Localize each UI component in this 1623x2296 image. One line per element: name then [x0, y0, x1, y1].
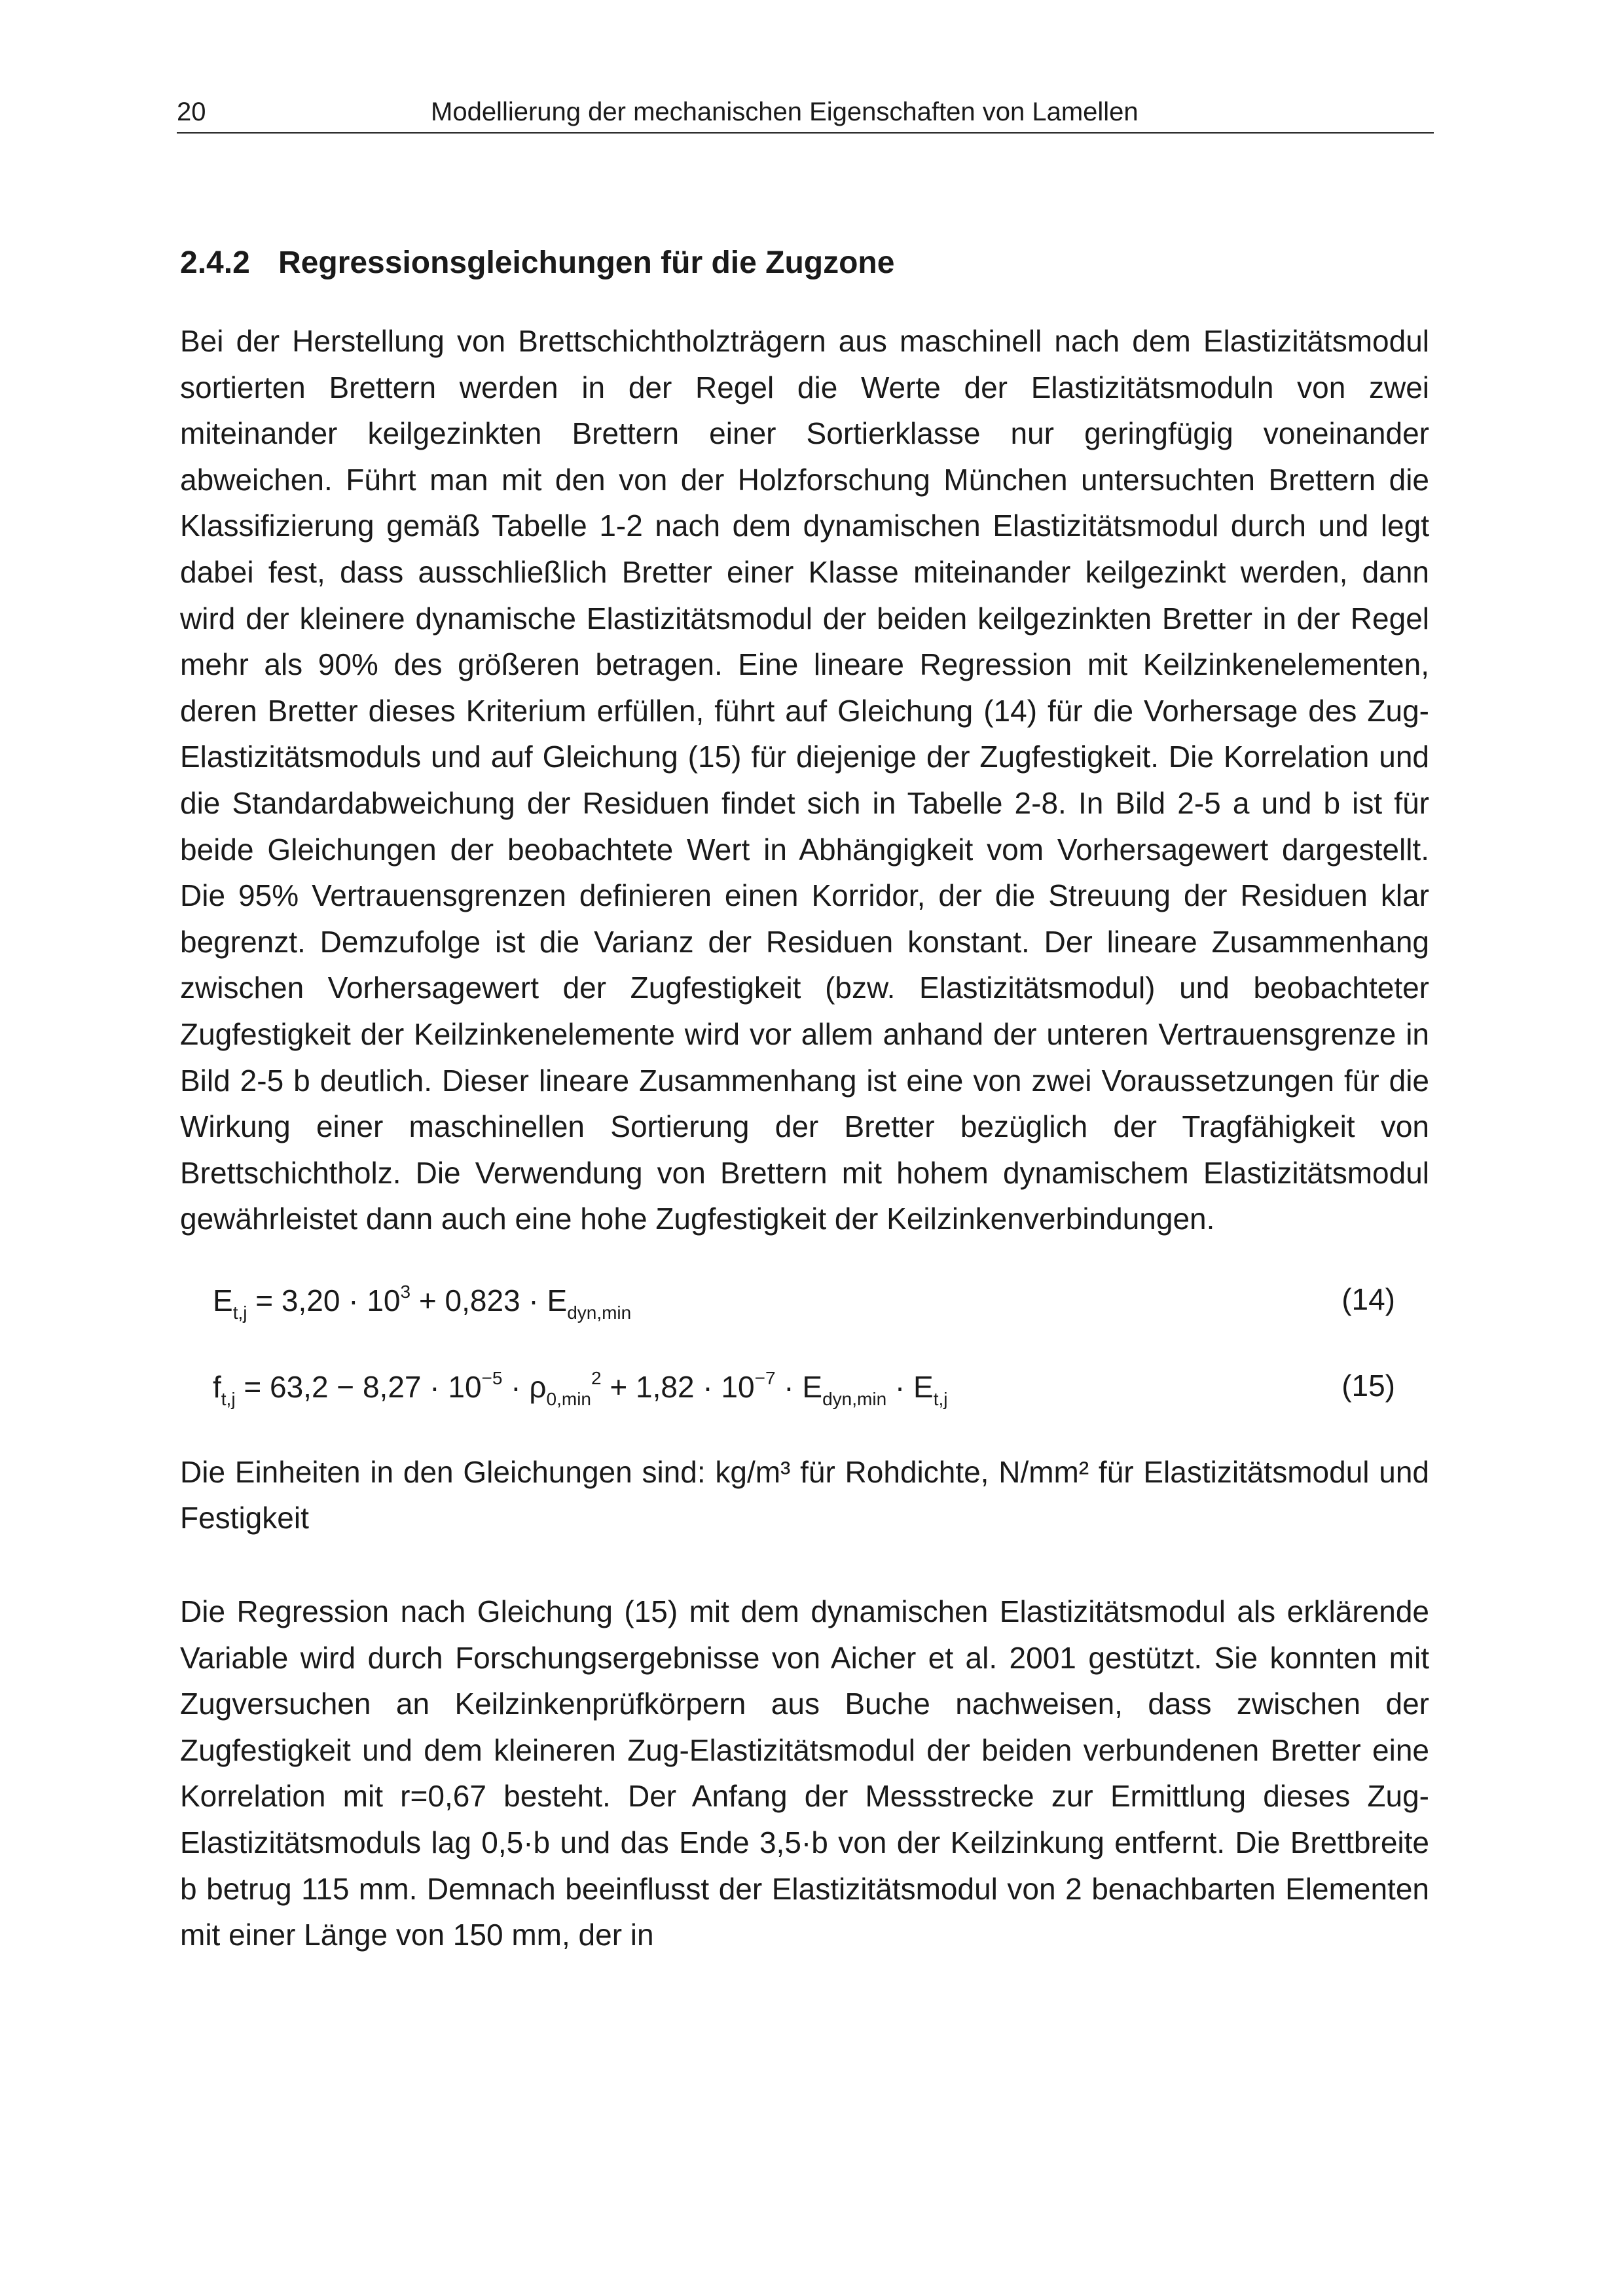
paragraph-regression: Die Regression nach Gleichung (15) mit dem dynamischen Elastizitätsmodul als erklärende Variable wird durch Forschungsergebnisse von Aicher et al. 2001 gestützt. Sie konnten mit Zugversuchen an Keilzinkenprüfkörpern aus Buche nachweisen, dass zwischen der Zugfestigkeit und dem kleineren Zug-Elastizitätsmodul der beiden verbundenen Bretter eine Korrelation mit r=0,67 besteht. Der Anfang der Messstrecke zur Ermittlung dieses Zug-Elastizitätsmoduls lag 0,5·b und das Ende 3,5·b von der Keilzinkung entfernt. Die Brettbreite b betrug 115 mm. Demnach beeinflusst der Elastizitätsmodul von 2 benachbarten Elementen mit einer Länge von 150 mm, der in: [180, 1594, 1429, 1952]
section-number: 2.4.2: [180, 245, 250, 280]
page-header: [177, 92, 1434, 134]
equation-15: [180, 1346, 1429, 1432]
section-heading: [180, 237, 1429, 289]
page-number: 20: [177, 98, 206, 126]
page-body: [180, 237, 1429, 1958]
paragraph-units: Die Einheiten in den Gleichungen sind: kg/m³ für Rohdichte, N/mm² für Elastizitätsmodul und Festigkeit: [180, 1454, 1429, 1535]
section-title: Regressionsgleichungen für die Zugzone: [278, 245, 895, 280]
equation-15-formula: $f_{t,j} = 63,2 - 8,27 \cdot 10^{-5} \cdot \rho_{0,min}^2 + 1,82 \cdot 10^{-7} \cdot E_{dyn,min} \cdot E_{t,j}$: [213, 1367, 948, 1409]
equation-14-formula: $E_{t,j} = 3,20 \cdot 10^3 + 0,823 \cdot E_{dyn,min}$: [213, 1281, 632, 1323]
paragraph-intro: Bei der Herstellung von Brettschichtholzträgern aus maschinell nach dem Elastizitätsmodul sortierten Brettern werden in der Regel die Werte der Elastizitätsmoduln von zwei miteinander keilgezinkten Brettern einer Sortierklasse nur geringfügig voneinander abweichen. Führt man mit den von der Holzforschung München untersuchten Brettern die Klassifizierung gemäß Tabelle 1-2 nach dem dynamischen Elastizitätsmodul durch und legt dabei fest, dass ausschließlich Bretter einer Klasse miteinander keilgezinkt werden, dann wird der kleinere dynamische Elastizitätsmodul der beiden keilgezinkten Bretter in der Regel mehr als 90% des größeren betragen. Eine lineare Regression mit Keilzinkenelementen, deren Bretter dieses Kriterium erfüllen, führt auf Gleichung (14) für die Vorhersage des Zug-Elastizitätsmoduls und auf Gleichung (15) für diejenige der Zugfestigkeit. Die Korrelation und die Standardabweichung der Residuen findet sich in Tabelle 2-8. In Bild 2-5 a und b ist für beide Gleichungen der beobachtete Wert in Abhängigkeit vom Vorhersagewert dargestellt. Die 95% Vertrauensgrenzen definieren einen Korridor, der die Streuung der Residuen klar begrenzt. Demzufolge ist die Varianz der Residuen konstant. Der lineare Zusammenhang zwischen Vorhersagewert der Zugfestigkeit (bzw. Elastizitätsmodul) und beobachteter Zugfestigkeit der Keilzinkenelemente wird vor allem anhand der unteren Vertrauensgrenze in Bild 2-5 b deutlich. Dieser lineare Zusammenhang ist eine von zwei Voraussetzungen für die Wirkung einer maschinellen Sortierung der Bretter bezüglich der Tragfähigkeit von Brettschichtholz. Die Verwendung von Brettern mit hohem dynamischem Elastizitätsmodul gewährleistet dann auch eine hohe Zugfestigkeit der Keilzinkenverbindungen.: [180, 324, 1429, 1236]
equation-14-number: (14): [1341, 1282, 1395, 1316]
running-title: Modellierung der mechanischen Eigenschaften von Lamellen: [431, 98, 1139, 126]
equation-15-number: (15): [1341, 1368, 1395, 1403]
equation-14: [180, 1259, 1429, 1346]
